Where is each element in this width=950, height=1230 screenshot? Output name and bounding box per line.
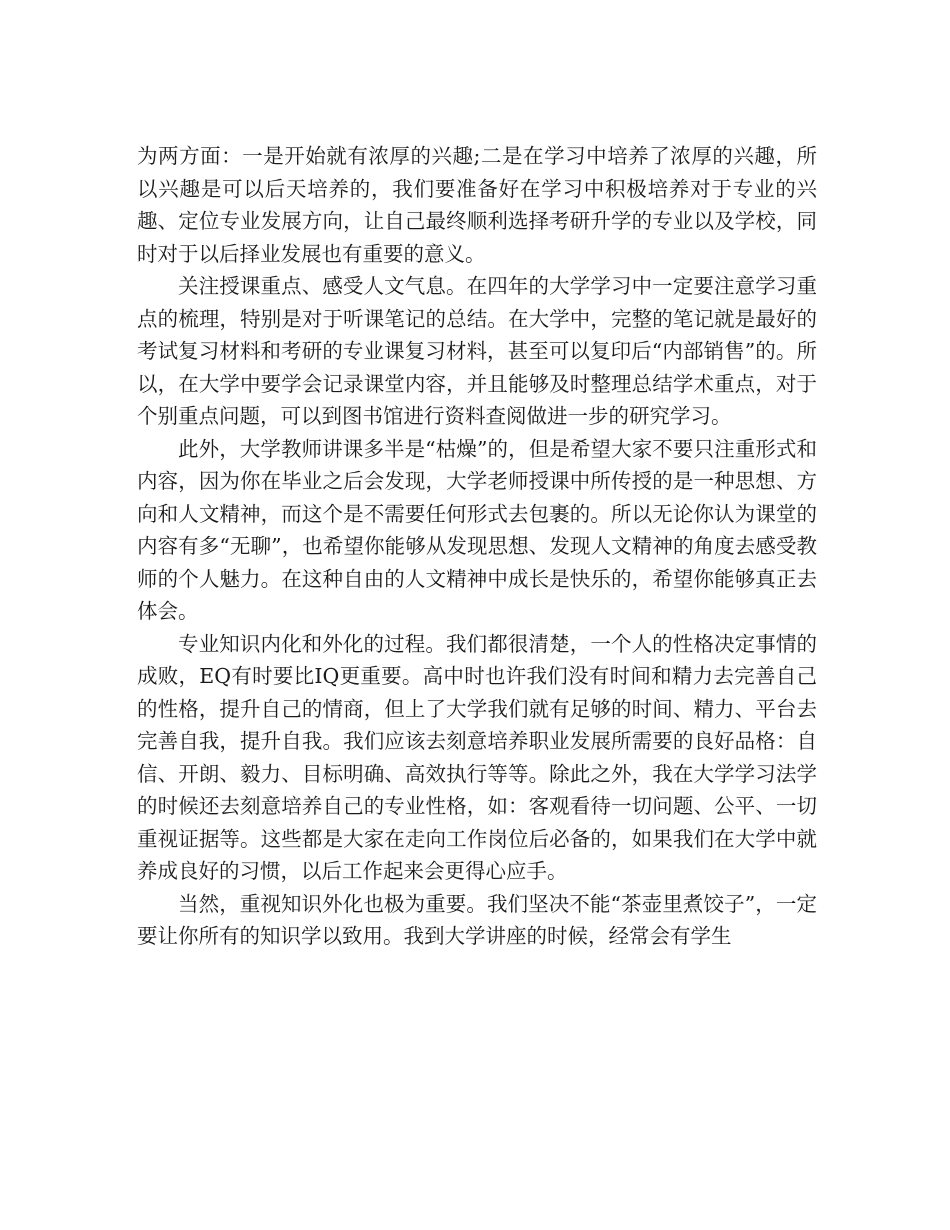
paragraph-lecture-focus: 关注授课重点、感受人文气息。在四年的大学学习中一定要注意学习重点的梳理，特别是对于听课笔记的总结。在大学中，完整的笔记就是最好的考试复习材料和考研的专业课复习材料，甚至可以复印后“内部销售”的。所以，在大学中要学会记录课堂内容，并且能够及时整理总结学术重点，对于个别重点问题，可以到图书馆进行资料查阅做进一步的研究学习。	[137, 274, 817, 428]
paragraph-knowledge-internalization: 专业知识内化和外化的过程。我们都很清楚，一个人的性格决定事情的成败，EQ有时要比IQ更重要。高中时也许我们没有时间和精力去完善自己的性格，提升自己的情商，但上了大学我们就有足够的时间、精力、平台去完善自我，提升自我。我们应该去刻意培养职业发展所需要的良好品格：自信、开朗、毅力、目标明确、高效执行等等。除此之外，我在大学学习法学的时候还去刻意培养自己的专业性格，如：客观看待一切问题、公平、一切重视证据等。这些都是大家在走向工作岗位后必备的，如果我们在大学中就养成良好的习惯，以后工作起来会更得心应手。	[137, 631, 817, 883]
paragraph-interest-continued: 为两方面：一是开始就有浓厚的兴趣;二是在学习中培养了浓厚的兴趣，所以兴趣是可以后天培养的，我们要准备好在学习中积极培养对于专业的兴趣、定位专业发展方向，让自己最终顺利选择考研升学的专业以及学校，同时对于以后择业发展也有重要的意义。	[137, 144, 817, 266]
document-body	[137, 140, 817, 953]
paragraph-humanistic-spirit: 此外，大学教师讲课多半是“枯燥”的，但是希望大家不要只注重形式和内容，因为你在毕业之后会发现，大学老师授课中所传授的是一种思想、方向和人文精神，而这个是不需要任何形式去包裹的。所以无论你认为课堂的内容有多“无聊”，也希望你能够从发现思想、发现人文精神的角度去感受教师的个人魅力。在这种自由的人文精神中成长是快乐的，希望你能够真正去体会。	[137, 436, 817, 623]
paragraph-knowledge-externalization: 当然，重视知识外化也极为重要。我们坚决不能“茶壶里煮饺子”，一定要让你所有的知识学以致用。我到大学讲座的时候，经常会有学生	[137, 891, 817, 948]
